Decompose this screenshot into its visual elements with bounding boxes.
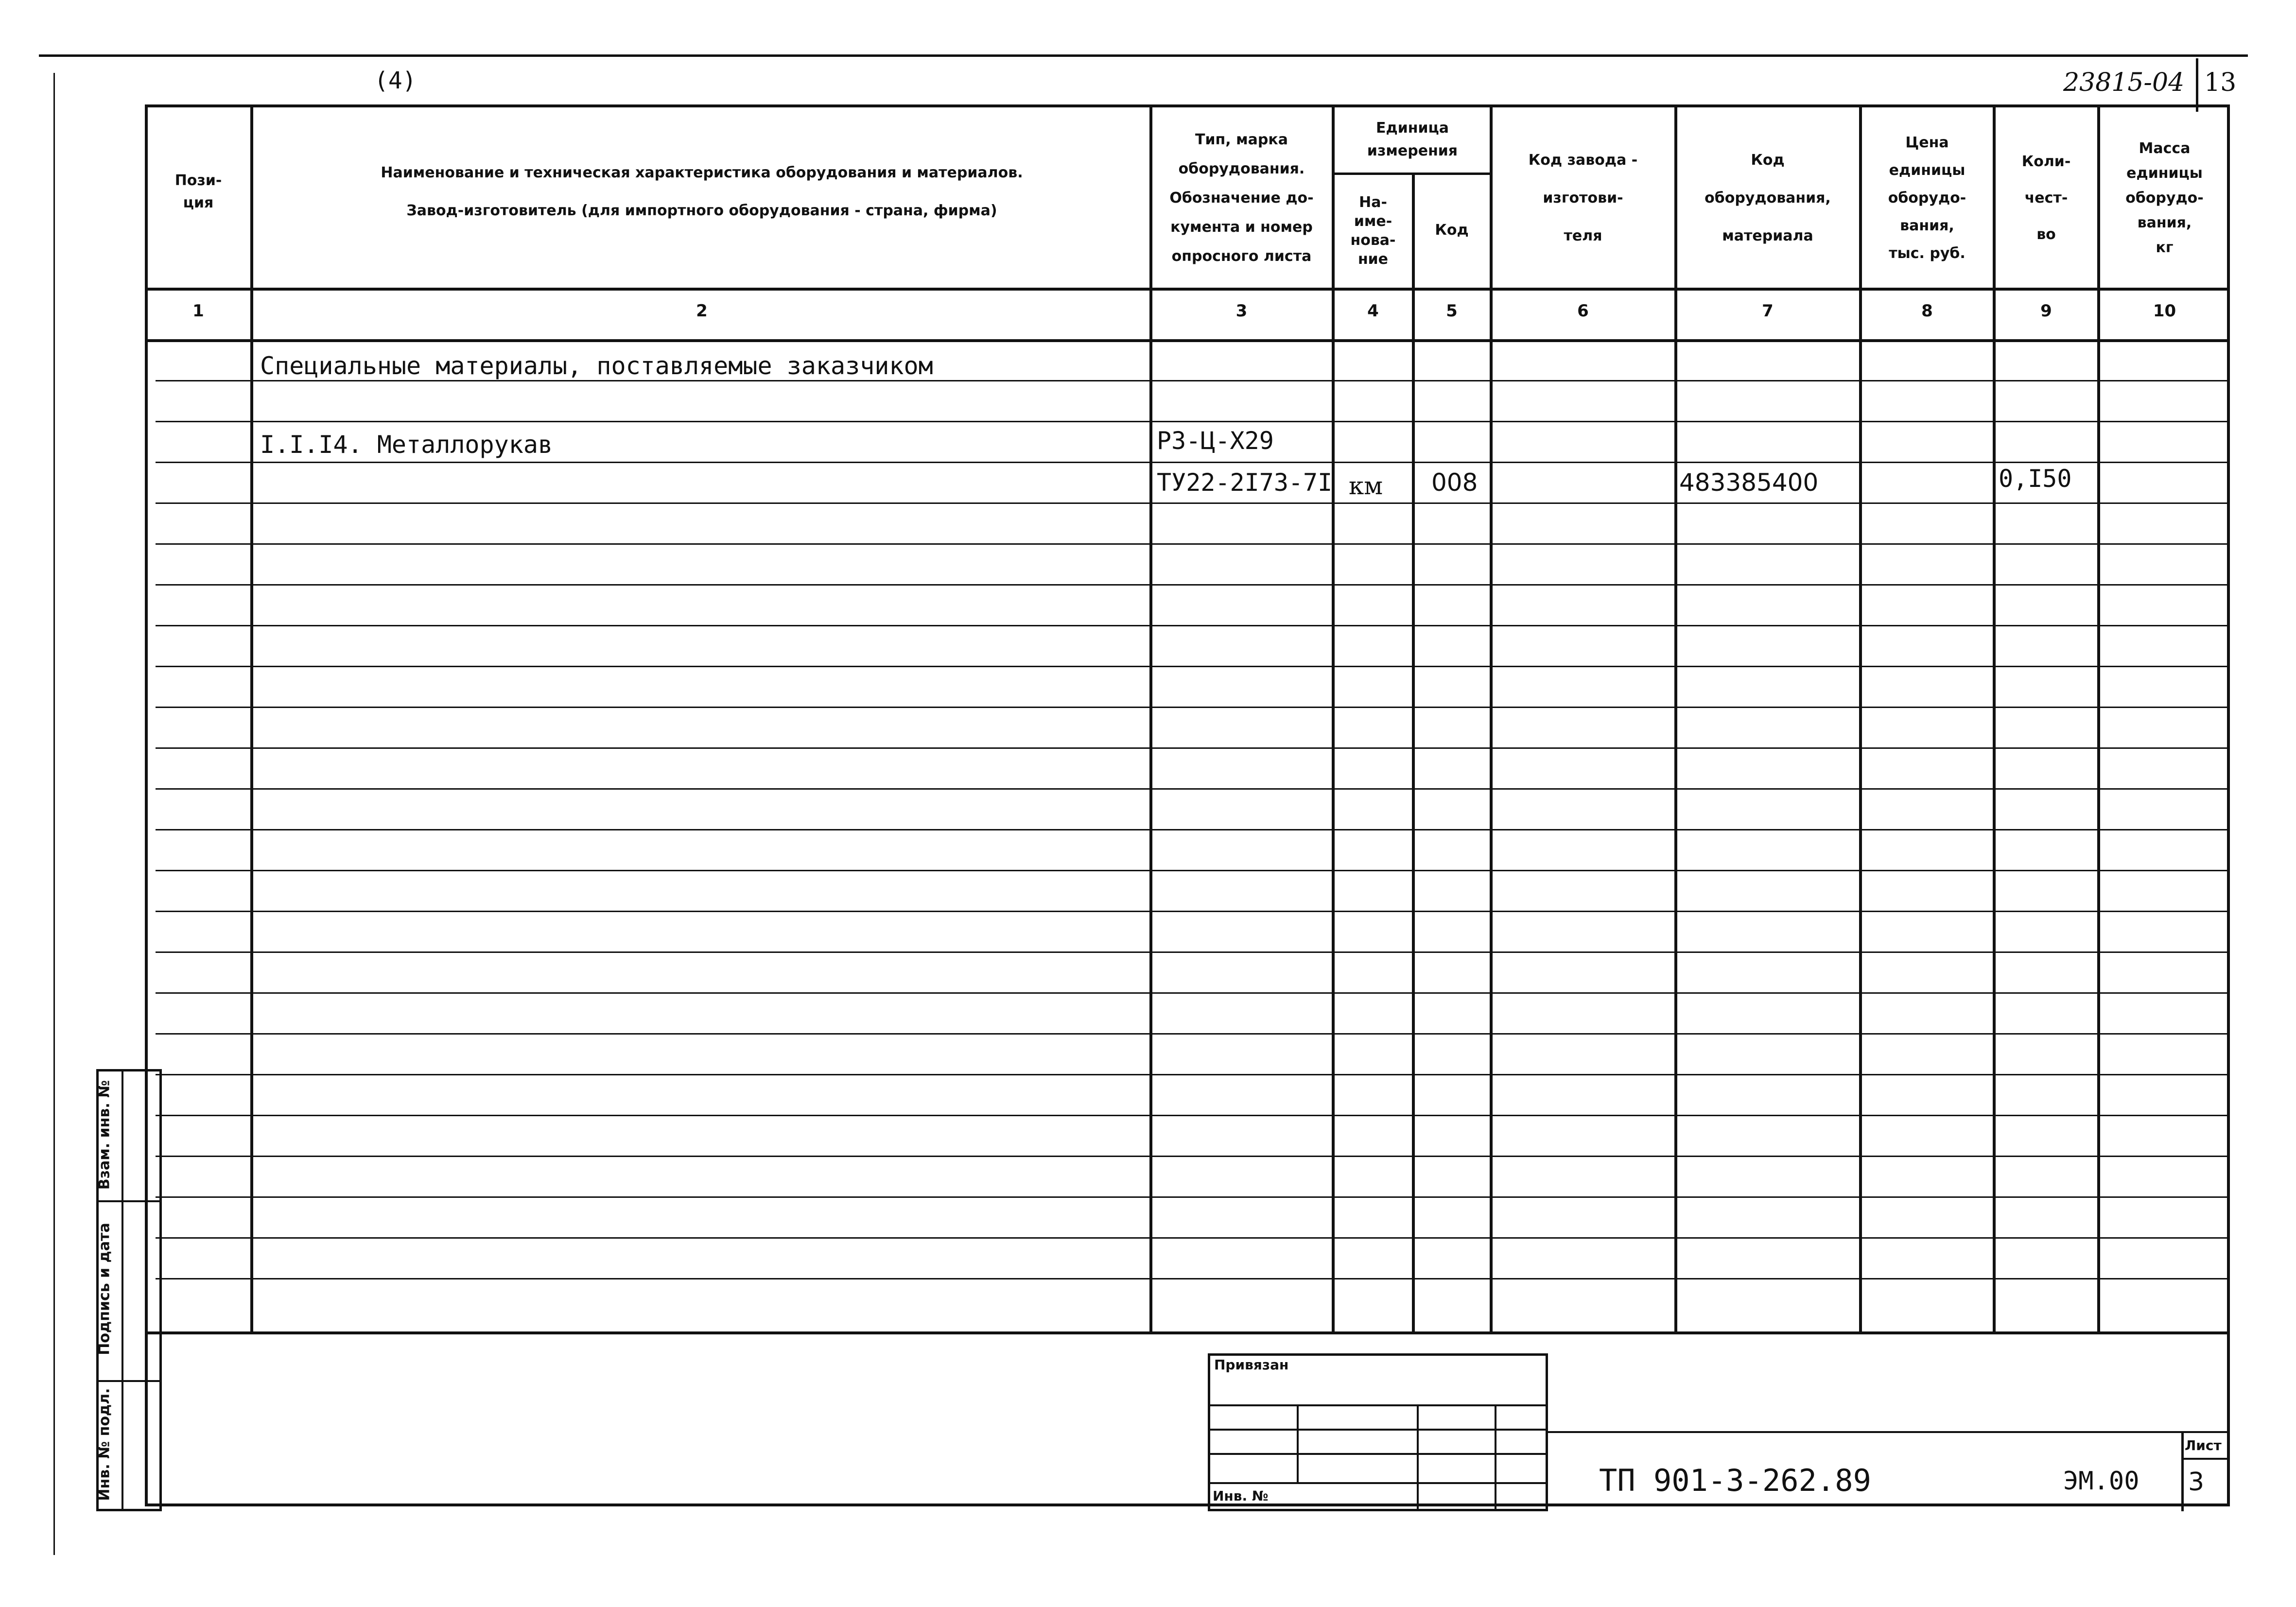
inv-label: Инв. № — [1213, 1488, 1269, 1504]
column-number: 1 — [192, 301, 204, 321]
item-doc: ТУ22-2I73-7I — [1157, 468, 1333, 497]
sheet-number: 3 — [2188, 1468, 2205, 1497]
column-number: 8 — [1921, 301, 1933, 321]
section-code: ЭМ.00 — [2063, 1467, 2139, 1496]
page-marker: (4) — [374, 67, 417, 94]
sheet-label: Лист — [2185, 1437, 2222, 1453]
side-stamp-divider — [96, 1200, 162, 1202]
side-label-sign-date: Подпись и дата — [96, 1223, 113, 1355]
header-bottom-line — [145, 288, 2230, 291]
header-position: Пози- ция — [174, 172, 222, 211]
column-number: 4 — [1367, 301, 1379, 321]
side-label-inv-podl: Инв. № подл. — [96, 1388, 113, 1501]
header-type: Тип, марка оборудования. Обозначение до- кумента и номер опросного листа — [1169, 131, 1314, 265]
item-name: I.I.I4. Металлорукав — [260, 431, 553, 459]
column-number: 10 — [2153, 301, 2176, 321]
column-number: 7 — [1762, 301, 1774, 321]
column-number: 3 — [1235, 301, 1248, 321]
title-block-top-line — [1548, 1431, 2230, 1433]
header-unit-code: Код — [1435, 222, 1469, 239]
side-label-inv-no: Взам. инв. № — [96, 1080, 113, 1190]
header-material-code: Код оборудования, материала — [1705, 151, 1831, 244]
header-unit-name: На- име- нова- ние — [1350, 193, 1396, 268]
column-number-row-line — [145, 339, 2230, 342]
item-unit-code: 008 — [1431, 468, 1478, 497]
side-stamp-divider — [96, 1380, 162, 1382]
header-mass: Масса единицы оборудо- вания, кг — [2125, 140, 2204, 256]
frame-left-edge — [53, 73, 55, 1555]
sheet-corner-number: 13 — [2204, 68, 2237, 97]
top-frame-line — [39, 54, 2248, 57]
frame-right-edge — [2196, 58, 2198, 112]
item-unit: км — [1349, 472, 1383, 500]
header-quantity: Коли- чест- во — [2021, 153, 2071, 243]
item-quantity: 0,I50 — [1999, 465, 2072, 493]
header-unit: Единица измерения — [1367, 120, 1458, 159]
item-material-code: 483385400 — [1679, 468, 1819, 497]
document-code: ТП 901-3-262.89 — [1599, 1463, 1871, 1498]
section-title: Специальные материалы, поставляемые заказчиком — [260, 352, 933, 380]
unit-subheader-line — [1332, 173, 1492, 175]
header-factory-code: Код завода - изготови- теля — [1528, 151, 1638, 244]
item-type: Р3-Ц-Х29 — [1157, 427, 1274, 455]
column-number: 6 — [1577, 301, 1589, 321]
attached-label: Привязан — [1214, 1357, 1289, 1373]
header-name: Наименование и техническая характеристика оборудования и материалов. Завод-изготовитель (для импортного оборудования - страна, фирма) — [381, 164, 1023, 219]
column-number: 5 — [1446, 301, 1458, 321]
side-stamp-divider — [122, 1069, 123, 1511]
column-number: 9 — [2040, 301, 2052, 321]
column-number: 2 — [696, 301, 708, 321]
header-price: Цена единицы оборудо- вания, тыс. руб. — [1888, 134, 1966, 262]
archive-number: 23815-04 — [2063, 68, 2185, 97]
